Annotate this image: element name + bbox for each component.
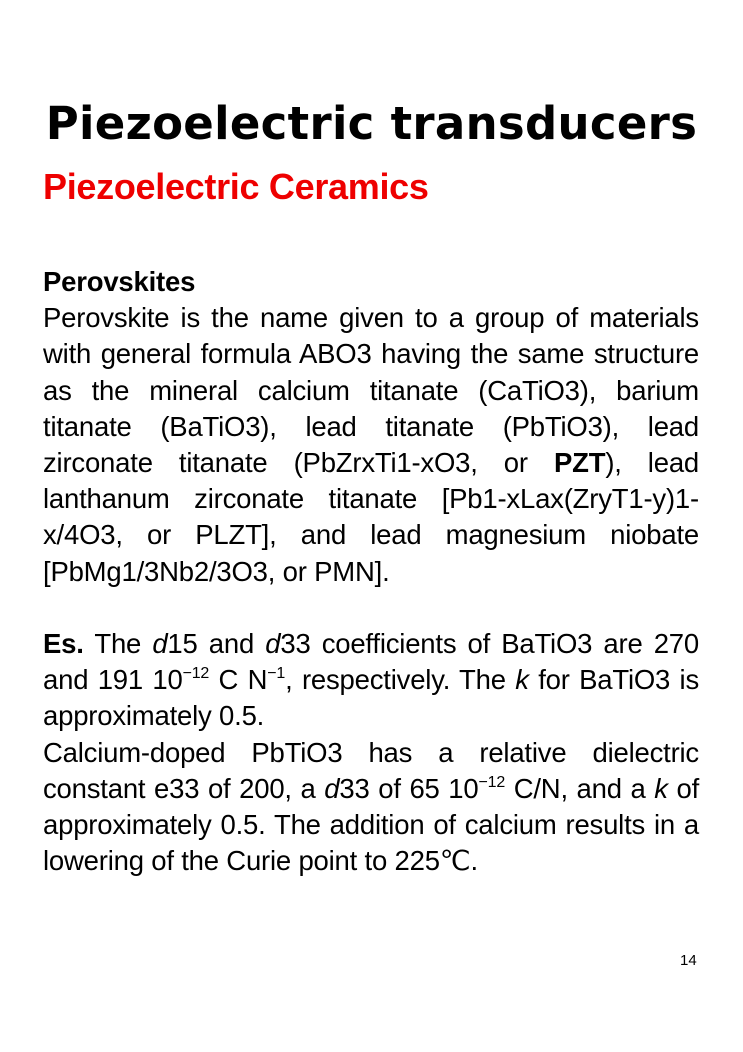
d33-symbol: d <box>265 628 281 660</box>
page-number: 14 <box>680 952 697 969</box>
example2-text: C/N, and a <box>505 772 655 804</box>
perovskites-text-part2: ), lead lanthanum zirconate titanate [Pb1-xLax(ZryT1-y)1-x/4O3, or PLZT], and lead magnesium niobate [PbMg1/3Nb2/3O3, or PMN]. <box>43 447 700 587</box>
example2-text: 33 of 65 10 <box>339 772 479 804</box>
k-symbol: k <box>654 772 668 804</box>
spacer <box>43 590 699 626</box>
perovskites-paragraph <box>43 300 699 590</box>
example2-text: Calcium-doped PbTiO3 has a relative dielectric constant e33 of 200, a <box>43 736 699 804</box>
example-calcium-doped-paragraph <box>43 735 699 880</box>
exponent: −12 <box>182 665 210 683</box>
exponent: −12 <box>478 773 506 791</box>
slide-body <box>43 264 699 879</box>
example-label: Es. <box>43 628 84 660</box>
d33-symbol: d <box>324 772 340 804</box>
example1-text: , respectively. The <box>285 664 516 696</box>
section-heading-perovskites: Perovskites <box>43 266 196 297</box>
example1-text: C N <box>209 664 268 696</box>
example2-text: of approximately 0.5. The addition of calcium results in a lowering of the Curie point to 225℃. <box>43 772 700 877</box>
example1-text: 33 coefficients of BaTiO3 are 270 and 191 10 <box>43 628 699 696</box>
example1-text: The <box>83 628 153 660</box>
pzt-bold: PZT <box>553 447 606 479</box>
d15-symbol: d <box>152 628 168 660</box>
perovskites-text-part1: Perovskite is the name given to a group of materials with general formula ABO3 having the same structure as the mineral calcium titanate (CaTiO3), barium titanate (BaTiO3), lead titanate (PbTiO3), lead zirconate titanate (PbZrxTi1-xO3, or <box>43 302 699 479</box>
slide-subtitle: Piezoelectric Ceramics <box>43 166 429 207</box>
example-batio3-paragraph <box>43 626 699 735</box>
exponent: −1 <box>267 665 286 683</box>
example1-text: for BaTiO3 is approximately 0.5. <box>43 664 700 732</box>
example1-text: 15 and <box>167 628 266 660</box>
k-symbol: k <box>515 664 529 696</box>
slide-title: Piezoelectric transducers <box>45 97 698 150</box>
